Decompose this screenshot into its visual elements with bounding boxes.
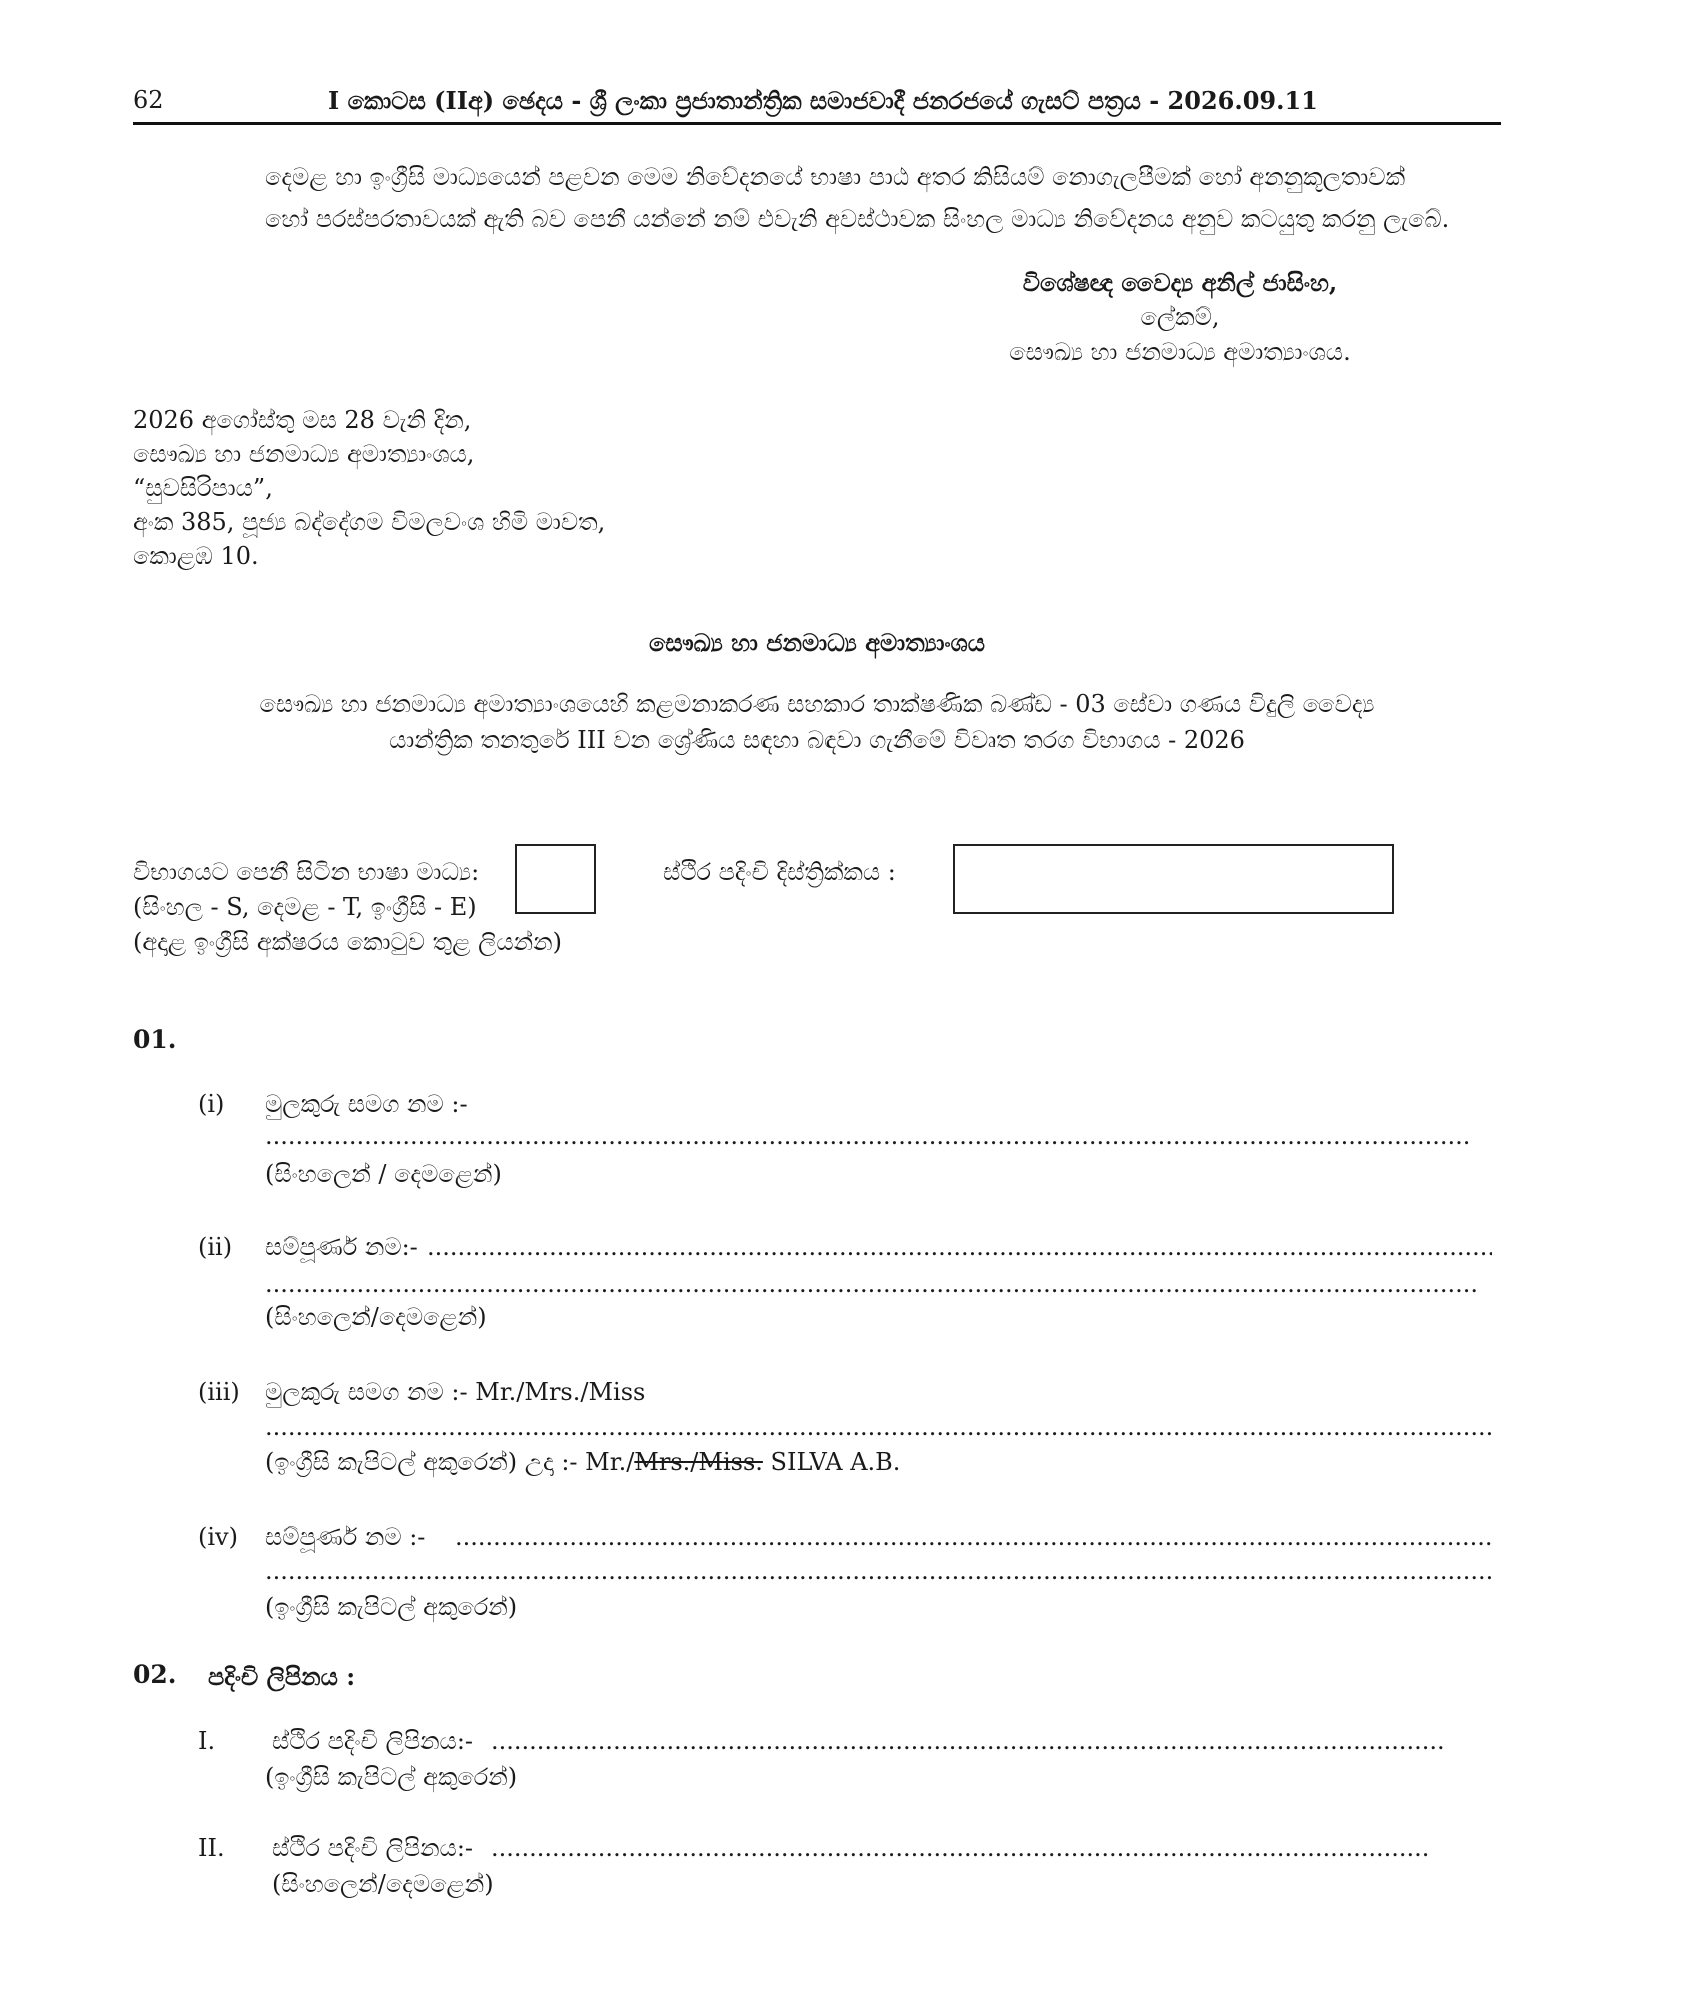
- address-item-2-number: II.: [198, 1834, 225, 1862]
- item-iii-note-text: (ඉංග්‍රීසි කැපිටල් අකුරෙන්) උදා :- Mr./: [265, 1448, 635, 1476]
- gazette-header-title: I කොටස (IIඅ) ඡෙදය - ශ්‍රී ලංකා ප්‍රජාතාන්ත්‍රික සමාජවාදී ජනරජයේ ගැසට් පත්‍රය - 2026.09.11: [328, 86, 1318, 115]
- language-medium-label: විභාගයට පෙනී සිටින භාෂා මාධ්‍ය:: [133, 858, 480, 886]
- form-title-line-1: සෞඛ්‍ය හා ජනමාධ්‍ය අමාත්‍යාංශයෙහි කළමනාකරණ සහකාර තාක්ෂණික බණ්ඩ - 03 සේවා ගණය විදුලි වෛද්‍ය: [259, 690, 1375, 718]
- signatory-title: ලේකම්,: [1140, 303, 1220, 331]
- address-item-2-dotted-line[interactable]: [491, 1834, 1429, 1862]
- address-item-2-label: ස්ථිර පදිංචි ලිපිනය:-: [272, 1834, 474, 1862]
- item-iii-note-struck: Mrs./Miss.: [634, 1448, 763, 1476]
- section-2-number: 02.: [133, 1660, 177, 1689]
- item-ii-dotted-line-1[interactable]: [427, 1233, 1492, 1261]
- item-i-number: (i): [198, 1090, 225, 1118]
- address-street: අංක 385, පූජ්‍ය බද්දේගම විමලවංශ හිමි මාවත,: [133, 508, 606, 536]
- page-number: 62: [133, 86, 164, 114]
- district-label: ස්ථිර පදිංචි දිස්ත්‍රික්කය :: [663, 858, 896, 886]
- intro-line-1: දෙමළ හා ඉංග්‍රීසි මාධ්‍යයෙන් පළවන මෙම නිවේදනයේ භාෂා පාඨ අතර කිසියම් නොගැලපීමක් හෝ අනනුකූලතාවක්: [265, 163, 1406, 191]
- item-i-label: මුලකුරු සමග නම :-: [265, 1090, 468, 1118]
- item-iv-note: (ඉංග්‍රීසි කැපිටල් අකුරෙන්): [265, 1593, 518, 1621]
- section-2-heading: පදිංචි ලිපිනය :: [208, 1662, 356, 1691]
- item-ii-number: (ii): [198, 1233, 233, 1261]
- language-medium-hint: (අදාළ ඉංග්‍රීසි අක්ෂරය කොටුව තුළ ලියන්න): [133, 928, 563, 956]
- form-title-line-2: යාන්ත්‍රික තනතුරේ III වන ශ්‍රේණිය සඳහා බඳවා ගැනීමේ විවෘත තරග විභාගය - 2026: [389, 726, 1245, 754]
- item-iv-label: සම්පූර්ණ නම :-: [265, 1523, 426, 1551]
- address-item-1-note: (ඉංග්‍රීසි කැපිටල් අකුරෙන්): [265, 1763, 518, 1791]
- address-building: “සුවසිරිපාය”,: [133, 474, 273, 502]
- item-iii-note-example: SILVA A.B.: [762, 1448, 901, 1476]
- address-item-2-note: (සිංහලෙන්/දෙමළෙන්): [272, 1870, 494, 1898]
- item-iii-number: (iii): [198, 1378, 240, 1406]
- form-ministry-heading: සෞඛ්‍ය හා ජනමාධ්‍ය අමාත්‍යාංශය: [649, 628, 985, 657]
- address-item-1-dotted-line[interactable]: [491, 1727, 1444, 1755]
- header-rule: [133, 122, 1501, 125]
- address-item-1-label: ස්ථිර පදිංචි ලිපිනය:-: [272, 1727, 474, 1755]
- address-date: 2026 අගෝස්තු මස 28 වැනි දින,: [133, 406, 472, 434]
- item-iii-label: මුලකුරු සමග නම :- Mr./Mrs./Miss: [265, 1378, 646, 1406]
- item-ii-note: (සිංහලෙන්/දෙමළෙන්): [265, 1303, 487, 1331]
- item-i-note: (සිංහලෙන් / දෙමළෙන්): [265, 1160, 502, 1188]
- signatory-ministry: සෞඛ්‍ය හා ජනමාධ්‍ය අමාත්‍යාංශය.: [1009, 338, 1351, 366]
- item-ii-dotted-line-2[interactable]: [265, 1270, 1477, 1298]
- intro-line-2: හෝ පරස්පරතාවයක් ඇති බව පෙනී යන්නේ නම් එවැනි අවස්ථාවක සිංහල මාධ්‍ය නිවේදනය අනුව කටයුතු කරනු ලැබේ.: [265, 205, 1450, 233]
- language-medium-input-box[interactable]: [515, 844, 596, 914]
- item-iii-dotted-line[interactable]: [265, 1413, 1492, 1441]
- item-iv-number: (iv): [198, 1523, 238, 1551]
- address-item-1-number: I.: [198, 1727, 216, 1755]
- item-iv-dotted-line-2[interactable]: [265, 1557, 1492, 1585]
- language-medium-options: (සිංහල - S, දෙමළ - T, ඉංග්‍රීසි - E): [133, 893, 477, 921]
- item-iii-note: [265, 1448, 900, 1476]
- item-i-dotted-line[interactable]: [265, 1122, 1470, 1150]
- item-ii-label: සම්පූර්ණ නම:-: [265, 1233, 418, 1261]
- address-ministry: සෞඛ්‍ය හා ජනමාධ්‍ය අමාත්‍යාංශය,: [133, 440, 475, 468]
- address-city: කොළඹ 10.: [133, 542, 259, 570]
- district-input-box[interactable]: [953, 844, 1394, 914]
- signatory-name: විශේෂඥ වෛද්‍ය අනිල් ජාසිංහ,: [1022, 268, 1338, 297]
- section-1-number: 01.: [133, 1025, 177, 1054]
- item-iv-dotted-line-1[interactable]: [455, 1523, 1492, 1551]
